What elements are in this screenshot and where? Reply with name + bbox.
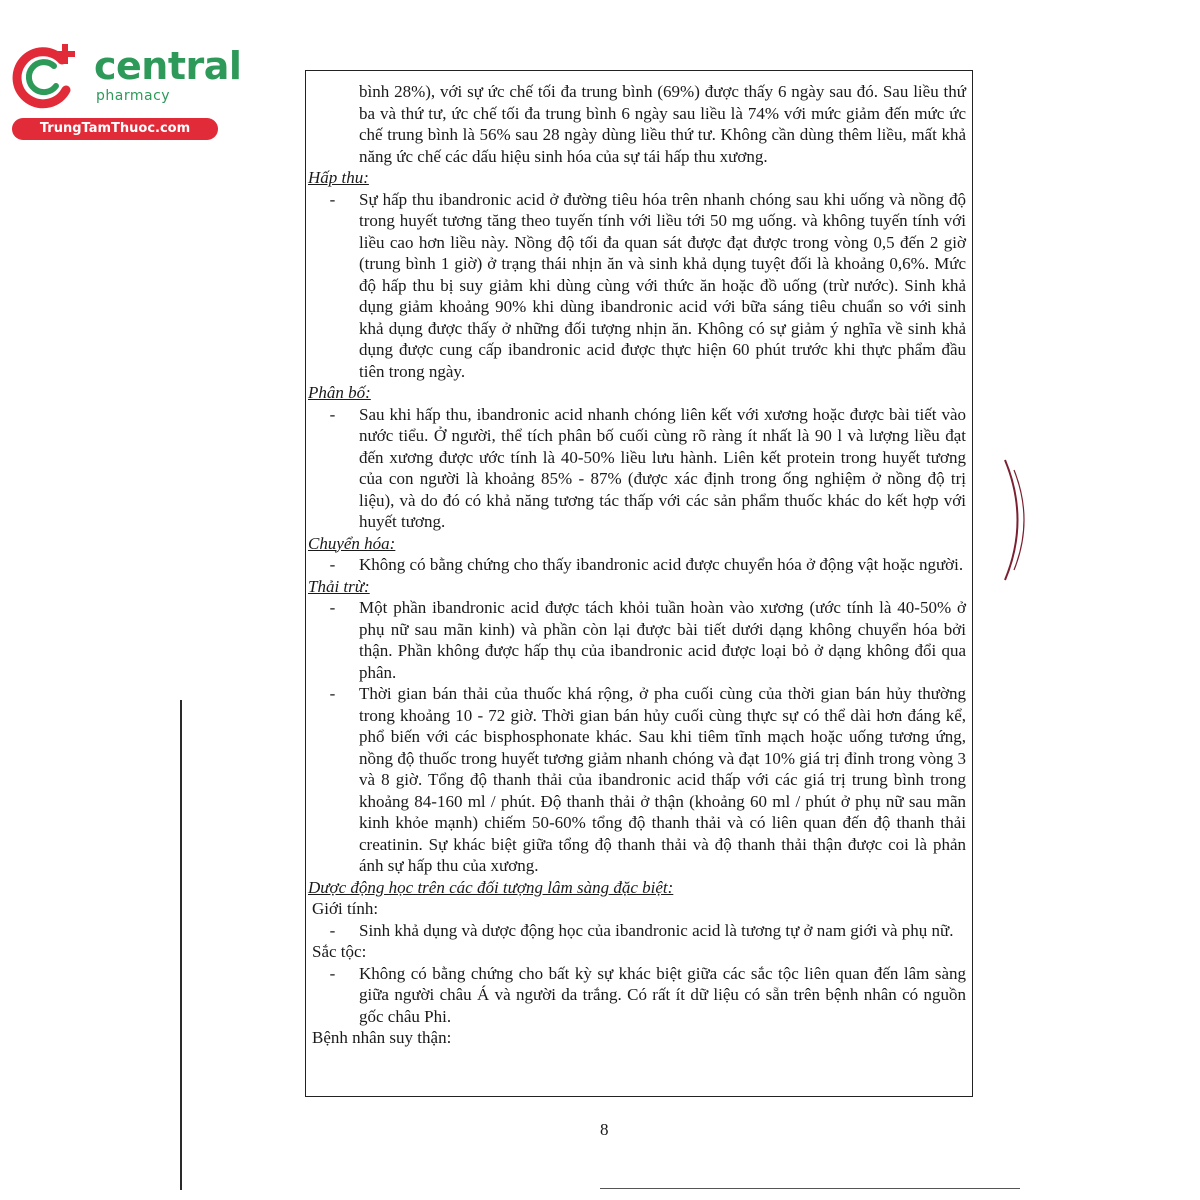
list-item bbox=[306, 683, 972, 877]
list-item bbox=[306, 404, 972, 533]
bullet-mark: - bbox=[329, 920, 336, 940]
list-item-text: Không có bằng chứng cho bất kỳ sự khác biệt giữa các sắc tộc liên quan đến lâm sàng giữa người châu Á và người da trắng. Có rất ít dữ liệu có sẵn trên bệnh nhân có nguồn gốc châu Phi. bbox=[359, 963, 966, 1026]
list-item bbox=[306, 189, 972, 383]
list-item-text: Sinh khả dụng và dược động học của ibandronic acid là tương tự ở nam giới và phụ nữ. bbox=[359, 920, 954, 940]
bullet-mark: - bbox=[329, 189, 336, 209]
logo-website-banner: TrungTamThuoc.com bbox=[12, 118, 218, 140]
partial-stamp-mark bbox=[1000, 450, 1040, 590]
subsection-label-renal: Bệnh nhân suy thận: bbox=[312, 1028, 452, 1047]
list-item-text: Sự hấp thu ibandronic acid ở đường tiêu hóa trên nhanh chóng sau khi uống và nồng độ trong huyết tương tăng theo tuyến tính với liều tới 50 mg uống. và không tuyến tính với liều cao hơn liều này. Nồng độ tối đa quan sát được đạt được trong vòng 0,5 đến 2 giờ (trung bình 1 giờ) ở trạng thái nhịn ăn và sinh khả dụng tuyệt đối là khoảng 0,6%. Mức độ hấp thu bị suy giảm khi dùng cùng với thức ăn hoặc đồ uống (trừ nước). Sinh khả dụng giảm khoảng 90% khi dùng ibandronic acid với bữa sáng tiêu chuẩn so với sinh khả dụng được thấy ở những đối tượng nhịn ăn. Không có sự giảm ý nghĩa về sinh khả dụng được cung cấp ibandronic acid được thực hiện 60 phút trước khi thực phẩm đầu tiên trong ngày. bbox=[359, 189, 966, 381]
document-frame bbox=[305, 70, 973, 1097]
list-item-text: Một phần ibandronic acid được tách khỏi tuần hoàn vào xương (ước tính là 40-50% ở phụ nữ sau mãn kinh) và phần còn lại được bài tiết dưới dạng không chuyển hóa bởi thận. Phần không được hấp thụ của ibandronic acid được loại bỏ ở dạng không đổi qua phân. bbox=[359, 598, 966, 682]
central-pharmacy-logo-icon bbox=[10, 40, 82, 112]
list-item-text: Thời gian bán thải của thuốc khá rộng, ở pha cuối cùng của thời gian bán hủy thường trong khoảng 10 - 72 giờ. Thời gian bán hủy cuối cùng thực sự có thể dài hơn đáng kể, phổ biến với các bisphosphonate khác. Sau khi tiêm tĩnh mạch hoặc uống tương ứng, nồng độ thuốc trong huyết tương giảm nhanh chóng và đạt 10% giá trị đỉnh trong vòng 3 và 8 giờ. Tổng độ thanh thải của ibandronic acid thấp với các giá trị trung bình trong khoảng 84-160 ml / phút. Độ thanh thải ở thận (khoảng 60 ml / phút ở phụ nữ sau mãn kinh khỏe mạnh) chiếm 50-60% tổng độ thanh thải và có liên quan đến độ thanh thải creatinin. Sự khác biệt giữa tổng độ thanh thải và độ thanh thải thận được coi là phản ánh sự hấp thu của xương. bbox=[359, 684, 966, 875]
list-item bbox=[306, 920, 972, 942]
list-item-text: Không có bằng chứng cho thấy ibandronic acid được chuyển hóa ở động vật hoặc người. bbox=[359, 555, 964, 574]
intro-paragraph: bình 28%), với sự ức chế tối đa trung bình (69%) được thấy 6 ngày sau đó. Sau liều thứ ba và thứ tư, ức chế tối đa trung bình 6 ngày sau liều là 74% với mức giảm đến mức ức chế trung bình là 56% sau 28 ngày dùng liều thứ tư. Không cần dùng thêm liều, mất khả năng ức chế các dấu hiệu sinh hóa của sự tái hấp thu xương. bbox=[359, 82, 966, 166]
page-number: 8 bbox=[600, 1120, 609, 1139]
subsection-label-gender: Giới tính: bbox=[312, 899, 379, 918]
list-item bbox=[306, 963, 972, 1028]
document-content bbox=[306, 81, 972, 1049]
bullet-mark: - bbox=[329, 404, 336, 424]
brand-logo bbox=[10, 38, 242, 138]
logo-brand-text: central bbox=[94, 44, 242, 88]
logo-sub-text: pharmacy bbox=[96, 88, 171, 104]
section-heading-absorption: Hấp thu: bbox=[308, 168, 369, 187]
section-heading-special-populations: Dược động học trên các đối tượng lâm sàng đặc biệt: bbox=[308, 877, 674, 897]
list-item bbox=[306, 554, 972, 576]
section-heading-metabolism: Chuyển hóa: bbox=[308, 533, 396, 553]
list-item bbox=[306, 597, 972, 683]
bottom-edge-line bbox=[600, 1188, 1020, 1189]
bullet-mark: - bbox=[329, 684, 336, 703]
subsection-label-ethnicity: Sắc tộc: bbox=[312, 942, 367, 961]
page-edge-line bbox=[180, 700, 182, 1190]
bullet-mark: - bbox=[329, 963, 336, 983]
list-item-text: Sau khi hấp thu, ibandronic acid nhanh chóng liên kết với xương hoặc được bài tiết vào nước tiểu. Ở người, thể tích phân bố cuối cùng rõ ràng ít nhất là 90 l và lượng liều đạt đến xương được ước tính là 40-50% liều lưu hành. Liên kết protein trong huyết tương của con người là khoảng 85% - 87% (được xác định trong ống nghiệm ở nồng độ trị liệu), và do đó có khả năng tương tác thấp với các sản phẩm thuốc khác do kết hợp với huyết tương. bbox=[359, 404, 966, 531]
bullet-mark: - bbox=[329, 555, 336, 574]
bullet-mark: - bbox=[329, 598, 336, 617]
section-heading-elimination: Thải trừ: bbox=[308, 576, 370, 596]
section-heading-distribution: Phân bố: bbox=[308, 383, 371, 402]
